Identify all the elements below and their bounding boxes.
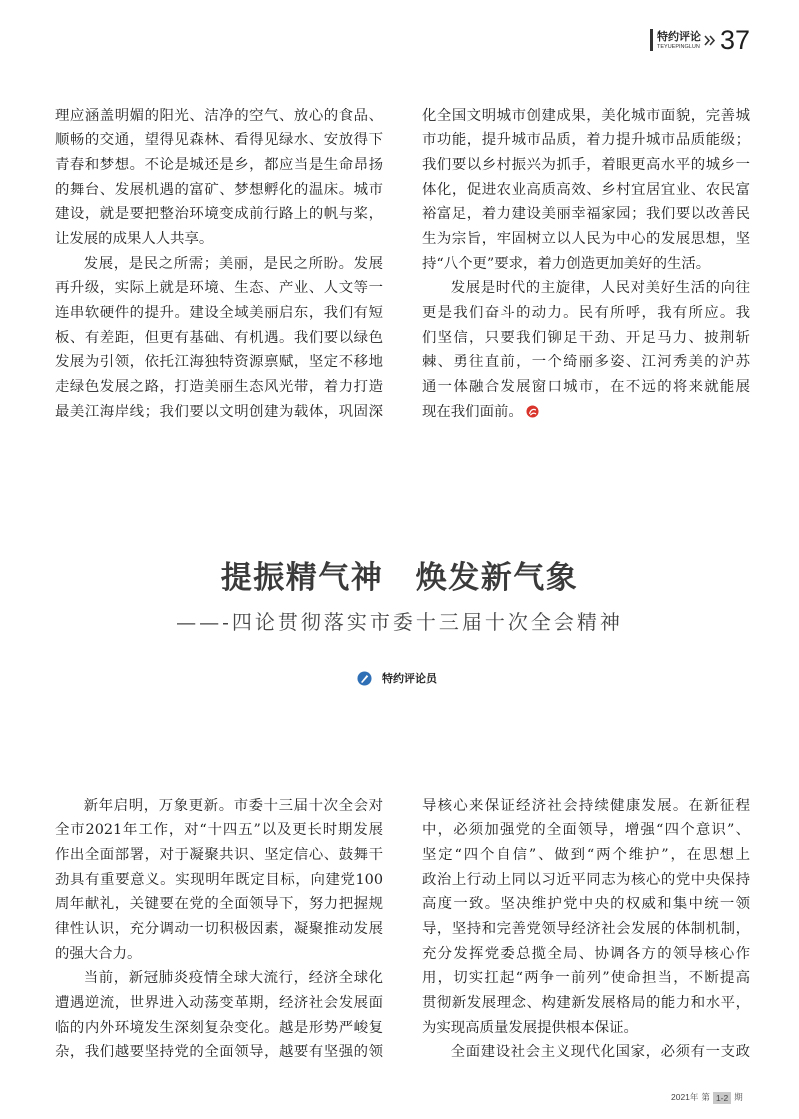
- text-line: 贯彻新发展理念、构建新发展格局的能力和水平，: [422, 995, 750, 1012]
- text-line: 为实现高质量发展提供根本保证。: [422, 1019, 638, 1036]
- footer-year: 2021年: [671, 1092, 699, 1102]
- section-pinyin: TEYUEPINGLUN: [657, 44, 700, 50]
- text-line: 政治上行动上同以习近平同志为核心的党中央保持: [422, 871, 750, 888]
- text-line: 生为宗旨，牢固树立以人民为中心的发展思想，坚: [422, 231, 750, 248]
- issue-footer: [671, 1091, 743, 1104]
- text-line: 现在我们面前。: [422, 403, 523, 420]
- text-line: 用，切实扛起“两争一前列”使命担当，不断提高: [422, 970, 750, 987]
- text-line: 劲具有重要意义。实现明年既定目标，向建党100: [55, 871, 383, 888]
- text-line: 连串软硬件的提升。建设全域美丽启东，我们有短: [55, 305, 383, 322]
- text-line: 再升级，实际上就是环境、生态、产业、人文等一: [55, 280, 383, 297]
- byline: [357, 671, 437, 686]
- text-line: 的舞台、发展机遇的富矿、梦想孵化的温床。城市: [55, 181, 383, 198]
- text-line: 走绿色发展之路，打造美丽生态风光带，着力打造: [55, 379, 383, 396]
- text-line: 发展，是民之所需；美丽，是民之所盼。发展: [83, 255, 383, 272]
- text-line: 当前，新冠肺炎疫情全球大流行，经济全球化: [83, 970, 383, 987]
- article-left-column: [55, 794, 383, 1066]
- text-line: 导，坚持和完善党领导经济社会发展的体制机制，: [422, 921, 750, 938]
- text-line: 全市2021年工作，对“十四五”以及更长时期发展: [55, 822, 383, 839]
- text-line: 新年启明，万象更新。市委十三届十次全会对: [83, 797, 383, 814]
- text-line: 持“八个更”要求，着力创造更加美好的生活。: [422, 255, 711, 272]
- article-subtitle: ——-四论贯彻落实市委十三届十次全会精神: [176, 610, 623, 634]
- pen-icon: [357, 671, 372, 686]
- text-line: 发展是时代的主旋律，人民对美好生活的向往: [450, 280, 750, 297]
- header-divider-bar: [650, 29, 653, 51]
- text-line: 体化，促进农业高质高效、乡村宜居宜业、农民富: [422, 181, 750, 198]
- double-chevron-right-icon: [704, 35, 716, 46]
- text-line: 理应涵盖明媚的阳光、洁净的空气、放心的食品、: [55, 107, 383, 124]
- footer-issue-prefix: 第: [701, 1092, 710, 1102]
- text-line: 导核心来保证经济社会持续健康发展。在新征程: [422, 797, 750, 814]
- text-line: 律性认识，充分调动一切积极因素，凝聚推动发展: [55, 921, 383, 938]
- text-line: 让发展的成果人人共享。: [55, 231, 214, 248]
- text-line: 杂，我们越要坚持党的全面领导，越要有坚强的领: [55, 1044, 383, 1061]
- text-line: 们坚信，只要我们铆足干劲、开足马力、披荆斩: [422, 329, 750, 346]
- text-line: 板、有差距，但更有基础、有机遇。我们要以绿色: [55, 329, 383, 346]
- text-line: 更是我们奋斗的动力。民有所呼，我有所应。我: [422, 305, 750, 322]
- footer-issue-number: 1-2: [713, 1092, 731, 1104]
- previous-article-right-column: [422, 104, 750, 425]
- text-line: 裕富足，着力建设美丽幸福家园；我们要以改善民: [422, 206, 750, 223]
- article-title: 提振精气神 焕发新气象: [220, 560, 579, 596]
- text-line: 全面建设社会主义现代化国家，必须有一支政: [450, 1044, 750, 1061]
- article-end-mark-icon: [526, 405, 539, 418]
- text-line: 我们要以乡村振兴为抓手，着眼更高水平的城乡一: [422, 156, 750, 173]
- text-line: 坚定“四个自信”、做到“两个维护”，在思想上: [422, 846, 750, 863]
- text-line: 市功能，提升城市品质，着力提升城市品质能级；: [422, 132, 750, 149]
- previous-article-left-column: [55, 104, 383, 425]
- text-line: 发展为引领，依托江海独特资源禀赋，坚定不移地: [55, 354, 383, 371]
- text-line: 棘、勇往直前，一个绮丽多姿、江河秀美的沪苏: [422, 354, 750, 371]
- text-line: 高度一致。坚决维护党中央的权威和集中统一领: [422, 896, 750, 913]
- text-line: 临的内外环境发生深刻复杂变化。越是形势严峻复: [55, 1019, 383, 1036]
- text-line: 充分发挥党委总揽全局、协调各方的领导核心作: [422, 945, 750, 962]
- text-line: 顺畅的交通，望得见森林、看得见绿水、安放得下: [55, 132, 383, 149]
- text-line: 青春和梦想。不论是城还是乡，都应当是生命昂扬: [55, 156, 383, 173]
- text-line-with-end-mark: [422, 400, 750, 425]
- text-line: 中，必须加强党的全面领导，增强“四个意识”、: [422, 822, 750, 839]
- text-line: 最美江海岸线；我们要以文明创建为载体，巩固深: [55, 403, 383, 420]
- article-right-column: [422, 794, 750, 1066]
- page-number: 37: [720, 25, 751, 55]
- section-title: 特约评论: [657, 30, 701, 43]
- text-line: 的强大合力。: [55, 945, 142, 962]
- byline-author: 特约评论员: [382, 672, 437, 685]
- text-line: 周年献礼，关键要在党的全面领导下，努力把握规: [55, 896, 383, 913]
- text-line: 遭遇逆流，世界进入动荡变革期，经济社会发展面: [55, 995, 383, 1012]
- text-line: 作出全面部署，对于凝聚共识、坚定信心、鼓舞干: [55, 846, 383, 863]
- footer-issue-suffix: 期: [734, 1092, 743, 1102]
- text-line: 建设，就是要把整治环境变成前行路上的帆与桨，: [55, 206, 383, 223]
- text-line: 通一体融合发展窗口城市，在不远的将来就能展: [422, 379, 750, 396]
- text-line: 化全国文明城市创建成果，美化城市面貌，完善城: [422, 107, 750, 124]
